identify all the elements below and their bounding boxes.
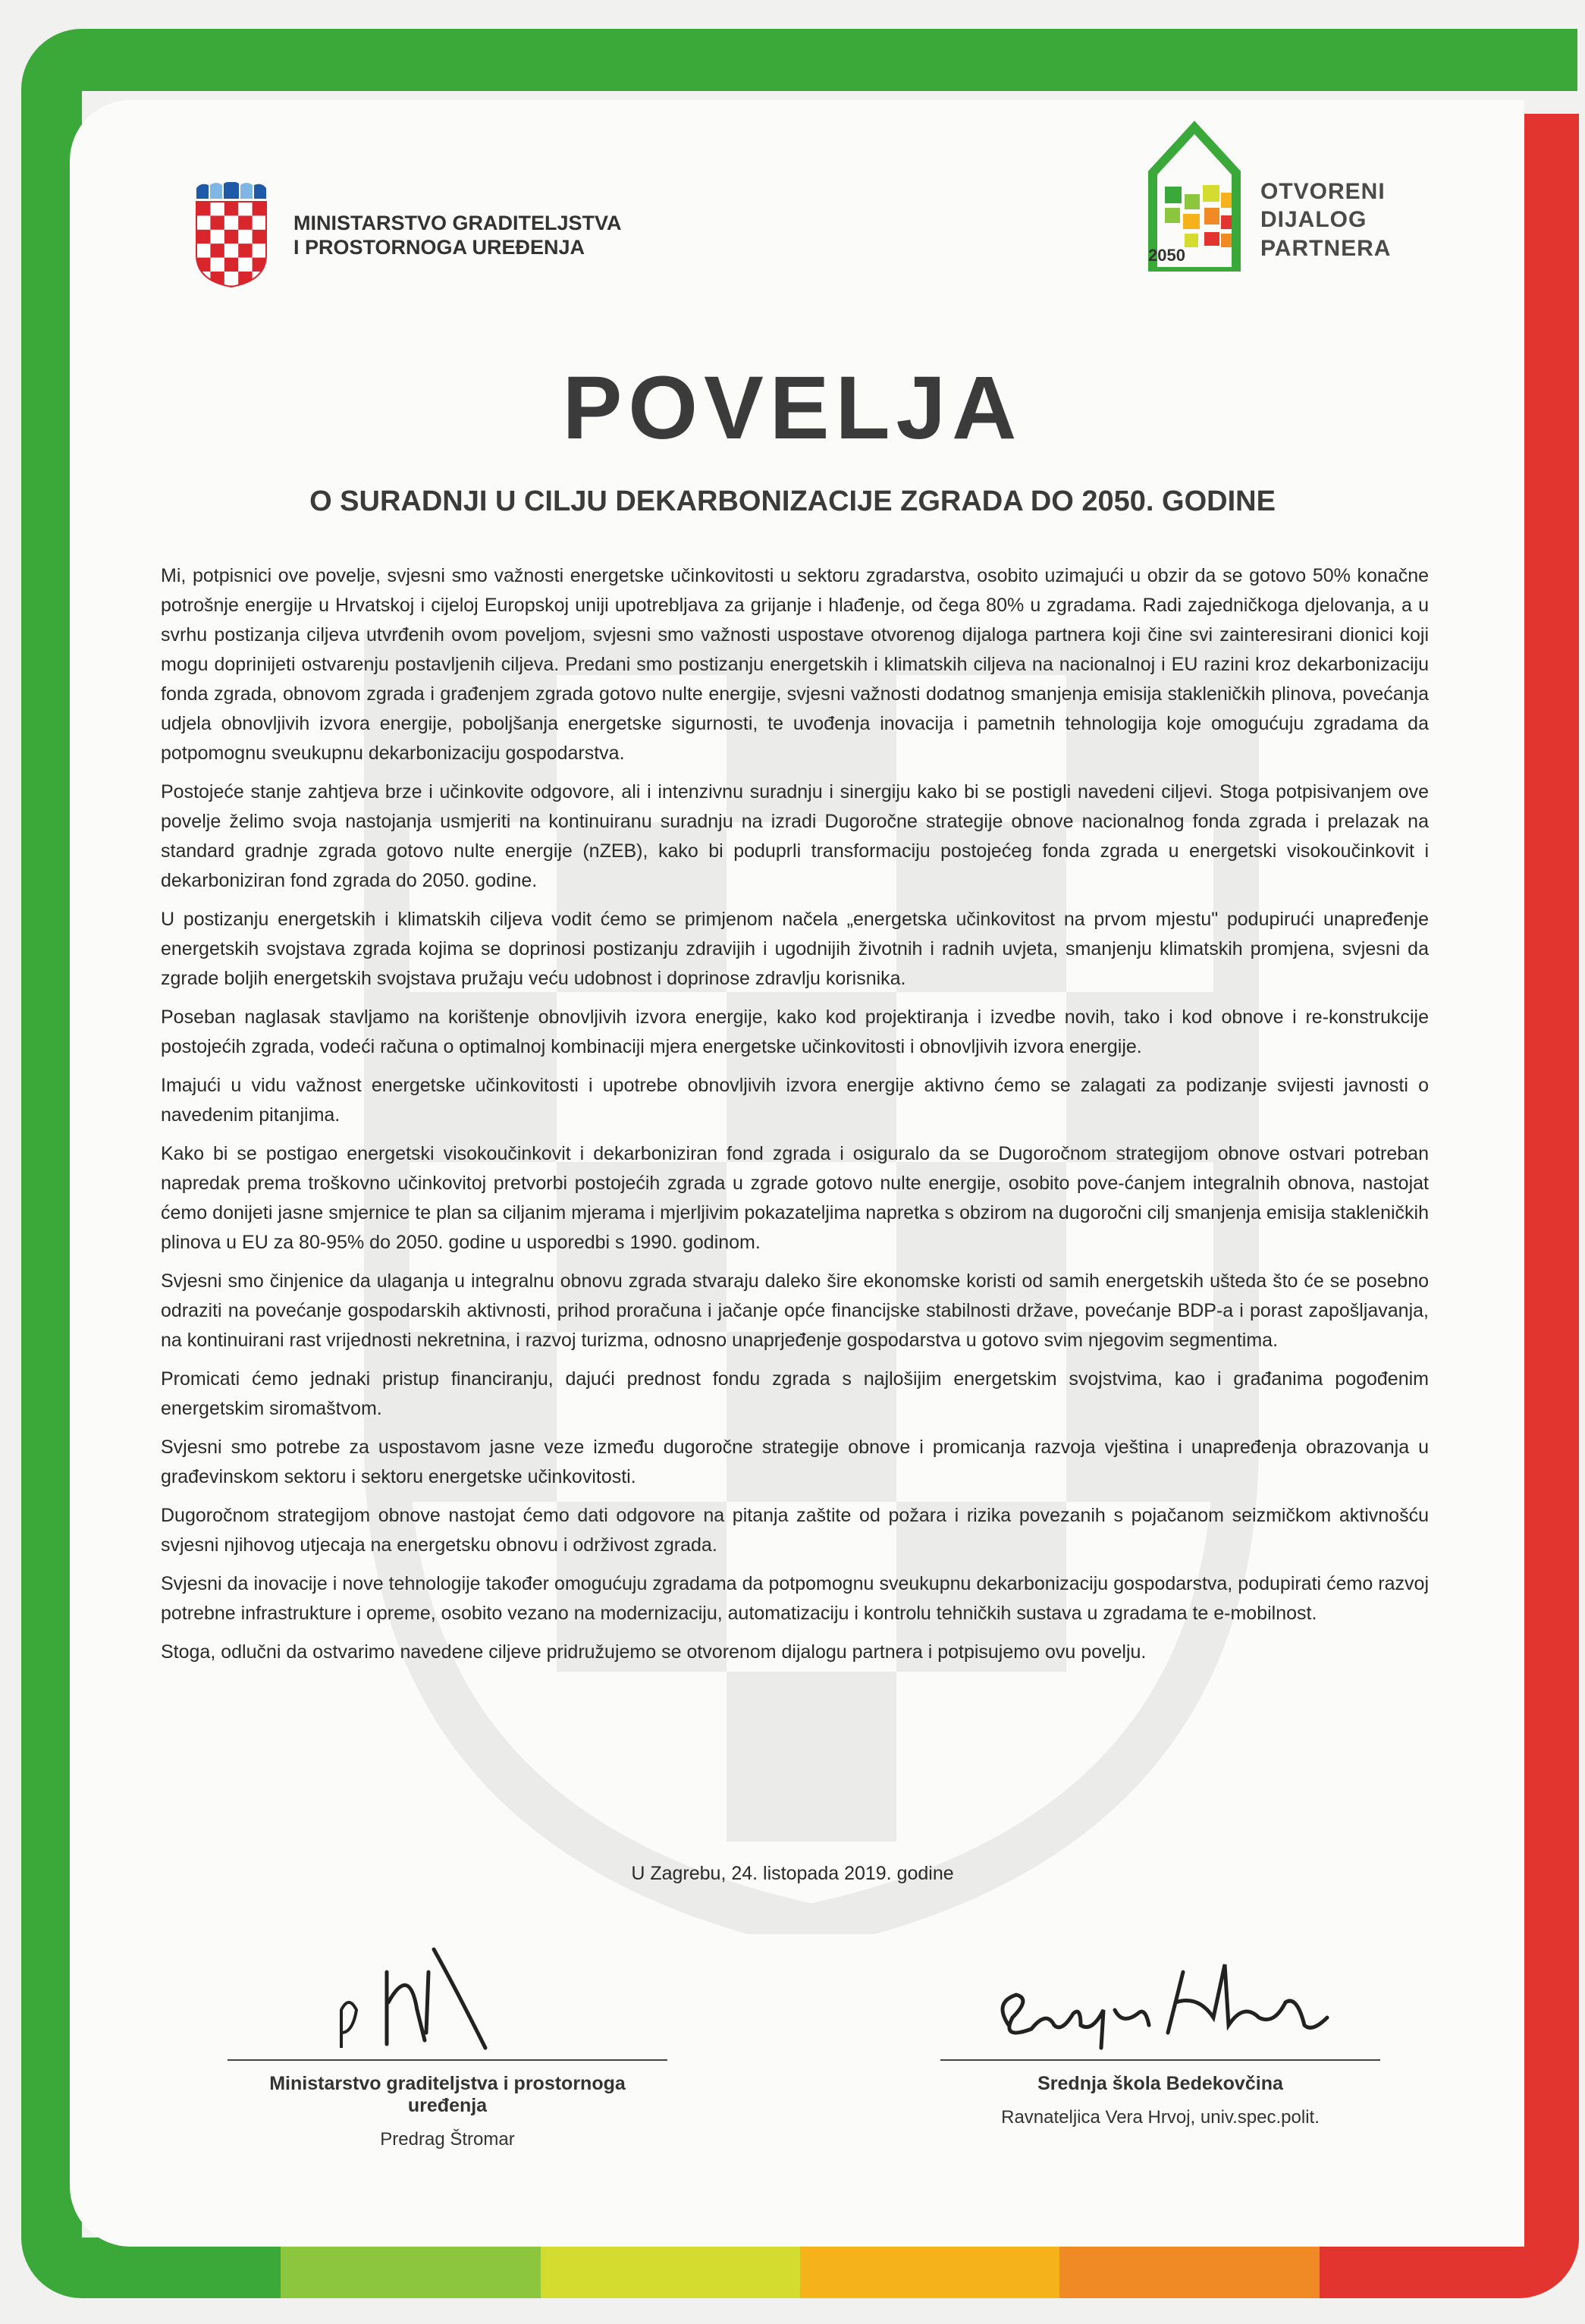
- document-subtitle: O SURADNJI U CILJU DEKARBONIZACIJE ZGRADA DO 2050. GODINE: [309, 485, 1276, 517]
- signatory-organization-left: Ministarstvo graditeljstva i prostornoga uređenja: [269, 2073, 626, 2116]
- document-title: POVELJA: [562, 358, 1023, 458]
- place-and-date: U Zagrebu, 24. listopada 2019. godine: [631, 1863, 954, 1884]
- closing-sentence: Stoga, odlučni da ostvarimo navedene ciljeve pridružujemo se otvorenom dijalogu partnera i potpisujemo ovu povelju.: [161, 1641, 1147, 1663]
- signatory-organization-right: Srednja škola Bedekovčina: [1037, 2073, 1283, 2094]
- signatory-name-right: Ravnateljica Vera Hrvoj, univ.spec.polit.: [1001, 2107, 1320, 2128]
- paragraph: Svjesni smo potrebe za uspostavom jasne veze između dugoročne strategije obnove i promicanja razvoja vještina i unapređenja obrazovanja u građevinskom sektoru i sektoru energetske učinkovitosti.: [161, 1437, 1429, 1487]
- frame-bottom-segment: [1059, 2238, 1319, 2298]
- signature-line-left: [228, 2059, 667, 2061]
- frame-bottom-segment: [541, 2238, 800, 2298]
- partner-name: [1260, 177, 1391, 263]
- partner-logo: [1145, 120, 1391, 272]
- frame-bottom-segment: [1320, 2238, 1579, 2298]
- partner-name-line2: DIJALOG: [1260, 207, 1367, 232]
- frame-bottom-segment: [800, 2238, 1059, 2298]
- signature-block-left: [228, 1942, 667, 2150]
- partner-name-line3: PARTNERA: [1260, 235, 1392, 261]
- croatian-coat-of-arms-icon: [193, 182, 269, 288]
- handwritten-signature-right: [940, 1942, 1380, 2055]
- frame-bottom-segment: [281, 2238, 540, 2298]
- paragraph: Promicati ćemo jednaki pristup financiranju, dajući prednost fondu zgrada s najlošijim energetskim svojstvima, kao i građanima pogođenim energetskim siromaštvom.: [161, 1368, 1429, 1419]
- paragraph: Postojeće stanje zahtjeva brze i učinkovite odgovore, ali i intenzivnu suradnju i sinergiju kako bi se postigli navedeni ciljevi. Stoga potpisivanjem ove povelje želimo svoja nastojanja usmjeriti na kontinuiranu suradnju na izradi Dugoročne strategije obnove nacionalnog fonda zgrada i prelazak na standard gradnje zgrada gotovo nulte energije (nZEB), kako bi poduprli transformaciju postojećeg fonda zgrada u energetski visokoučinkovit i dekarboniziran fond zgrada do 2050. godine.: [161, 781, 1429, 891]
- signatory-name-left: Predrag Štromar: [380, 2129, 515, 2150]
- paragraph: Kako bi se postigao energetski visokoučinkovit i dekarboniziran fond zgrada i osiguralo da se Dugoročnom strategijom obnove ostvari potreban napredak prema troškovno učinkovitoj pretvorbi postojećih zgrada u zgrade gotovo nulte energije, osobito pove-ćanjem integralnih obnova, nastojat ćemo donijeti jasne smjernice te plan sa ciljanim mjerama i mjerljivim pokazateljima napretka s obzirom na dugoročni cilj smanjenja emisija stakleničkih plinova u EU za 80-95% do 2050. godine u usporedbi s 1990. godinom.: [161, 1143, 1429, 1253]
- handwritten-signature-left: [228, 1942, 667, 2055]
- ministry-name-line2: I PROSTORNOGA UREĐENJA: [293, 236, 585, 259]
- paragraph: Imajući u vidu važnost energetske učinkovitosti i upotrebe obnovljivih izvora energije aktivno ćemo se zalagati za podizanje svijesti javnosti o navedenim pitanjima.: [161, 1075, 1429, 1126]
- paragraph: Svjesni da inovacije i nove tehnologije također omogućuju zgradama da potpomognu sveukupnu dekarbonizaciju gospodarstva, podupirati ćemo razvoj potrebne infrastrukture i opreme, osobito vezano na modernizaciju, automatizaciju i kontrolu tehničkih sustava u zgradama te e-mobilnost.: [161, 1573, 1429, 1624]
- house-icon: [1145, 120, 1244, 272]
- paragraph: Svjesni smo činjenice da ulaganja u integralnu obnovu zgrada stvaraju daleko šire ekonomske koristi od samih energetskih ušteda što će se posebno odraziti na povećanje gospodarskih aktivnosti, prihod proračuna i jačanje opće financijske stabilnosti države, povećanje BDP-a i porast zapošljavanja, na kontinuirani rast vrijednosti nekretnina, i razvoj turizma, odnosno unaprjeđenje gospodarstva u gotovo svim njegovim segmentima.: [161, 1270, 1429, 1351]
- signature-block-right: [940, 1942, 1380, 2128]
- signature-line-right: [940, 2059, 1380, 2061]
- paragraph: Poseban naglasak stavljamo na korištenje obnovljivih izvora energije, kako kod projektiranja i izvedbe novih, tako i kod obnove i re-konstrukcije postojećih zgrada, vodeći računa o optimalnoj kombinaciji mjera energetske učinkovitosti i obnovljivih izvora energije.: [161, 1007, 1429, 1057]
- paragraph: U postizanju energetskih i klimatskih ciljeva vodit ćemo se primjenom načela „energetska učinkovitost na prvom mjestu" podupirući unapređenje energetskih svojstava zgrada kojima se doprinosi postizanju zdravijih i ugodnijih životnih i radnih uvjeta, smanjenju klimatskih promjena, svjesni da zgrade boljih energetskih svojstava pružaju veću udobnost i doprinose zdravlju korisnika.: [161, 909, 1429, 989]
- frame-green-top: [21, 29, 1577, 91]
- partner-name-line1: OTVORENI: [1260, 178, 1386, 204]
- paragraph: Dugoročnom strategijom obnove nastojat ćemo dati odgovore na pitanja zaštite od požara i rizika povezanih s pojačanom seizmičkom aktivnošću svjesni njihovog utjecaja na energetsku obnovu i održivost zgrada.: [161, 1505, 1429, 1556]
- ministry-name: [293, 211, 622, 260]
- document-body: [161, 561, 1429, 1676]
- partner-logo-year: 2050: [1148, 246, 1185, 265]
- frame-bottom-gradient: [21, 2238, 1579, 2298]
- ministry-name-line1: MINISTARSTVO GRADITELJSTVA: [293, 211, 622, 234]
- frame-bottom-segment: [21, 2238, 281, 2298]
- paragraph: Mi, potpisnici ove povelje, svjesni smo važnosti energetske učinkovitosti u sektoru zgradarstva, osobito uzimajući u obzir da se gotovo 50% konačne potrošnje energije u Hrvatskoj i cijeloj Europskoj uniji upotrebljava za grijanje i hlađenje, od čega 80% u zgradama. Radi zajedničkoga djelovanja, a u svrhu postizanja ciljeva utvrđenih ovom poveljom, svjesni smo važnosti uspostave otvorenog dijaloga partnera koji čine svi zainteresirani dionici koji mogu doprinijeti ostvarenju postavljenih ciljeva. Predani smo postizanju energetskih i klimatskih ciljeva na nacionalnoj i EU razini kroz dekarbonizaciju fonda zgrada, obnovom zgrada i građenjem zgrada gotovo nulte energije, svjesni važnosti dodatnog smanjenja emisija stakleničkih plinova, povećanja udjela obnovljivih izvora energije, poboljšanja energetske sigurnosti, te uvođenja inovacija i pametnih tehnologija koje omogućuju zgradama da potpomognu sveukupnu dekarbonizaciju gospodarstva.: [161, 565, 1429, 764]
- ministry-logo: [193, 182, 622, 288]
